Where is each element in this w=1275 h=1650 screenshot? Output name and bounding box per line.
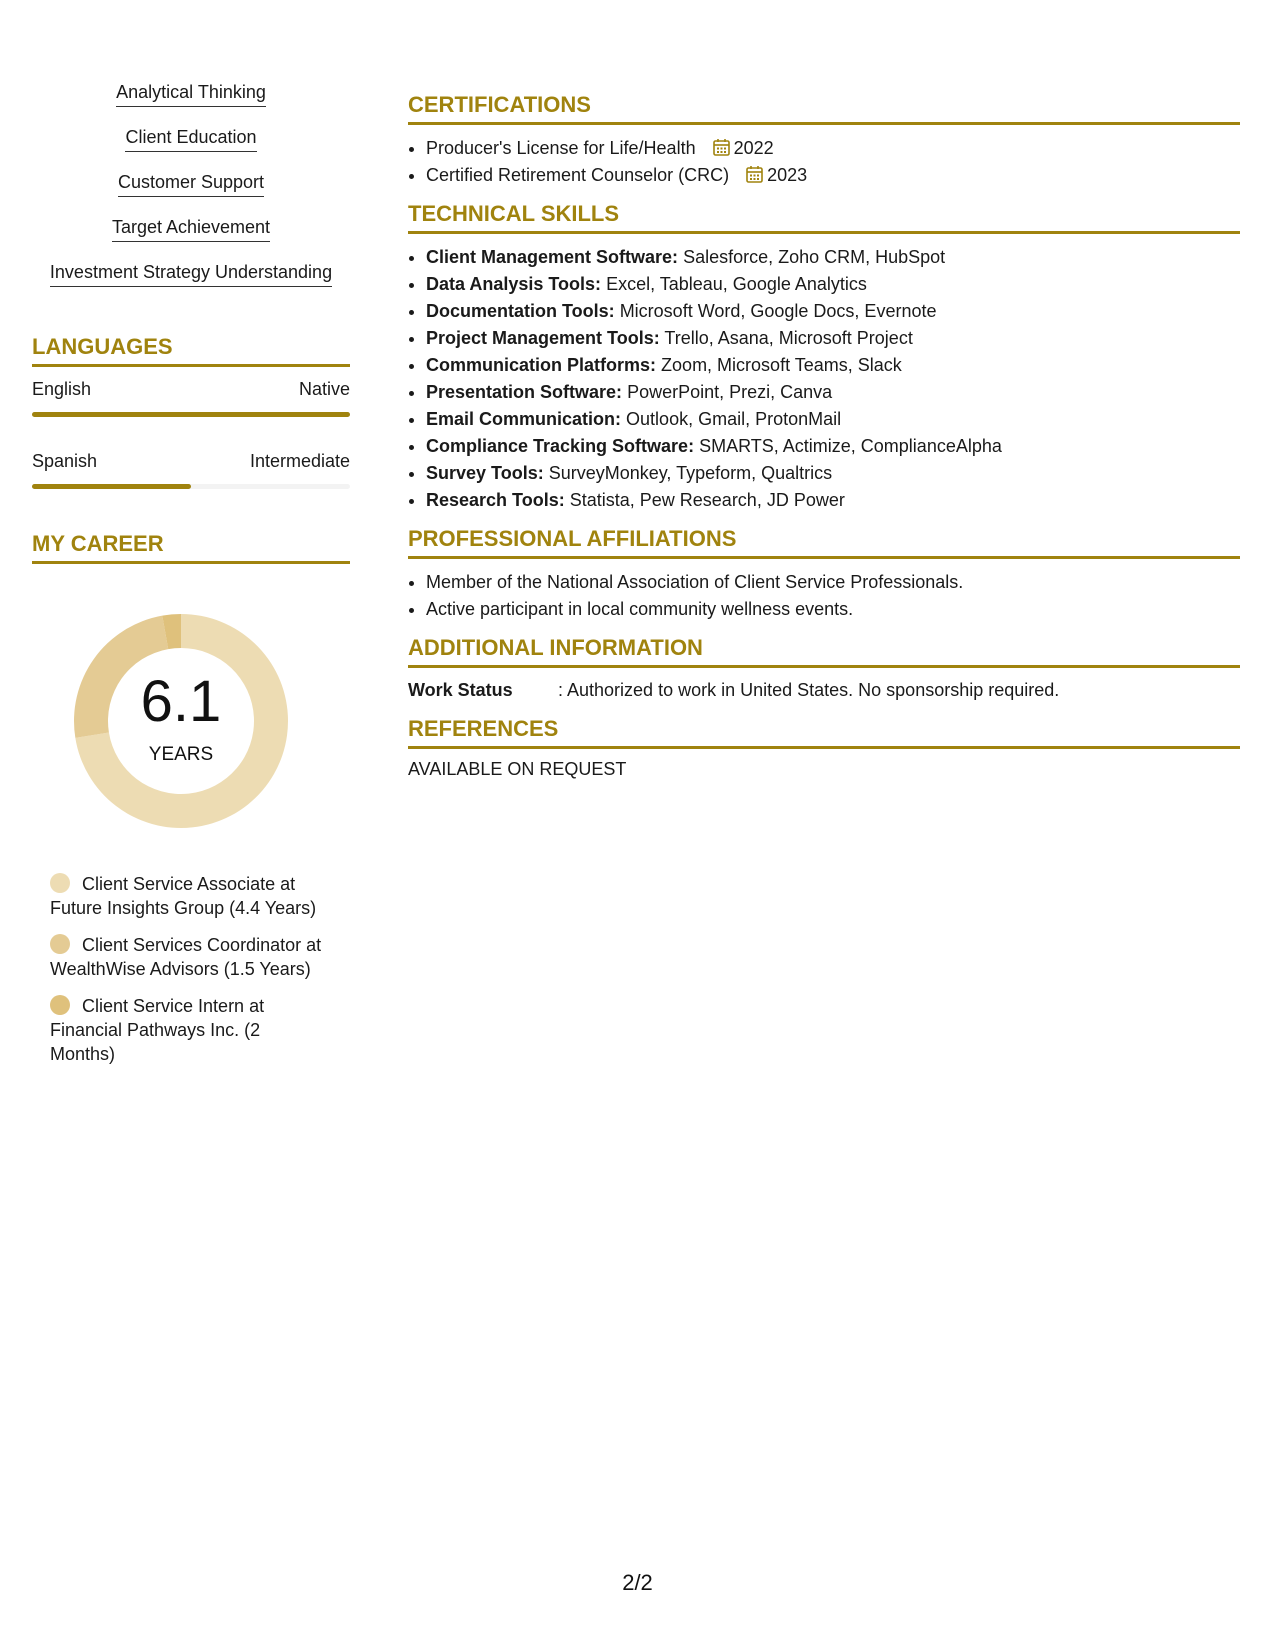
language-bar-fill xyxy=(32,412,350,417)
certification-year: 2023 xyxy=(767,165,808,185)
additional-info-heading: ADDITIONAL INFORMATION xyxy=(408,635,1240,668)
tech-skill-item: • Project Management Tools: Trello, Asana, Microsoft Project xyxy=(426,325,1240,352)
language-bar xyxy=(32,412,350,417)
language-name: Spanish xyxy=(32,451,98,471)
technical-skills-list xyxy=(408,244,1240,514)
certifications-heading: CERTIFICATIONS xyxy=(408,92,1240,125)
tech-skill-item: • Presentation Software: PowerPoint, Prezi, Canva xyxy=(426,379,1240,406)
certification-year: 2022 xyxy=(733,138,774,158)
calendar-icon xyxy=(746,165,763,183)
skill-item: Client Education xyxy=(32,127,350,155)
legend-dot xyxy=(50,873,70,893)
languages-section xyxy=(32,379,350,489)
career-unit: YEARS xyxy=(148,744,214,765)
language-level: Native xyxy=(298,379,350,399)
tech-skill-item: • Survey Tools: SurveyMonkey, Typeform, Qualtrics xyxy=(426,460,1240,487)
right-column xyxy=(408,92,1240,780)
skill-item: Customer Support xyxy=(32,172,350,200)
tech-skill-item: • Communication Platforms: Zoom, Microsoft Teams, Slack xyxy=(426,352,1240,379)
career-heading: MY CAREER xyxy=(32,531,350,564)
career-legend xyxy=(50,872,330,1066)
work-status-label: Work Status xyxy=(408,680,513,700)
skill-item: Investment Strategy Understanding xyxy=(32,262,350,290)
languages-heading: LANGUAGES xyxy=(32,334,350,367)
donut-center xyxy=(66,606,296,836)
certification-item: • Producer's License for Life/Health 2022 xyxy=(426,135,1240,162)
career-donut-chart xyxy=(66,606,296,836)
language-bar-fill xyxy=(32,484,191,489)
language-row xyxy=(32,451,350,475)
legend-dot xyxy=(50,995,70,1015)
left-column xyxy=(32,82,350,1079)
references-heading: REFERENCES xyxy=(408,716,1240,749)
affiliations-list xyxy=(408,569,1240,623)
certification-item: • Certified Retirement Counselor (CRC) 2023 xyxy=(426,162,1240,189)
career-total: 6.1 xyxy=(140,669,222,734)
affiliations-heading: PROFESSIONAL AFFILIATIONS xyxy=(408,526,1240,559)
tech-skill-item: • Email Communication: Outlook, Gmail, ProtonMail xyxy=(426,406,1240,433)
affiliation-item: • Active participant in local community wellness events. xyxy=(426,596,1240,623)
language-level: Intermediate xyxy=(249,451,350,471)
language-name: English xyxy=(32,379,92,399)
skill-item: Analytical Thinking xyxy=(32,82,350,110)
tech-skill-item: • Documentation Tools: Microsoft Word, Google Docs, Evernote xyxy=(426,298,1240,325)
skills-list xyxy=(32,82,350,290)
work-status-value: : Authorized to work in United States. No sponsorship required. xyxy=(558,680,1060,700)
tech-skill-item: • Data Analysis Tools: Excel, Tableau, Google Analytics xyxy=(426,271,1240,298)
language-bar xyxy=(32,484,350,489)
legend-item: Client Service Associate at Future Insights Group (4.4 Years) xyxy=(50,874,317,918)
legend-dot xyxy=(50,934,70,954)
tech-skill-item: • Client Management Software: Salesforce, Zoho CRM, HubSpot xyxy=(426,244,1240,271)
page-number: 2/2 xyxy=(622,1570,653,1595)
tech-skill-item: • Research Tools: Statista, Pew Research, JD Power xyxy=(426,487,1240,514)
certifications-list xyxy=(408,135,1240,189)
legend-item: Client Services Coordinator at WealthWise Advisors (1.5 Years) xyxy=(50,935,322,979)
technical-skills-heading: TECHNICAL SKILLS xyxy=(408,201,1240,234)
legend-item: Client Service Intern at Financial Pathways Inc. (2 Months) xyxy=(50,996,265,1064)
language-row xyxy=(32,379,350,403)
skill-item: Target Achievement xyxy=(32,217,350,245)
tech-skill-item: • Compliance Tracking Software: SMARTS, Actimize, ComplianceAlpha xyxy=(426,433,1240,460)
work-status-row xyxy=(408,678,1240,702)
references-text: AVAILABLE ON REQUEST xyxy=(408,759,627,779)
affiliation-item: • Member of the National Association of Client Service Professionals. xyxy=(426,569,1240,596)
calendar-icon xyxy=(713,138,730,156)
